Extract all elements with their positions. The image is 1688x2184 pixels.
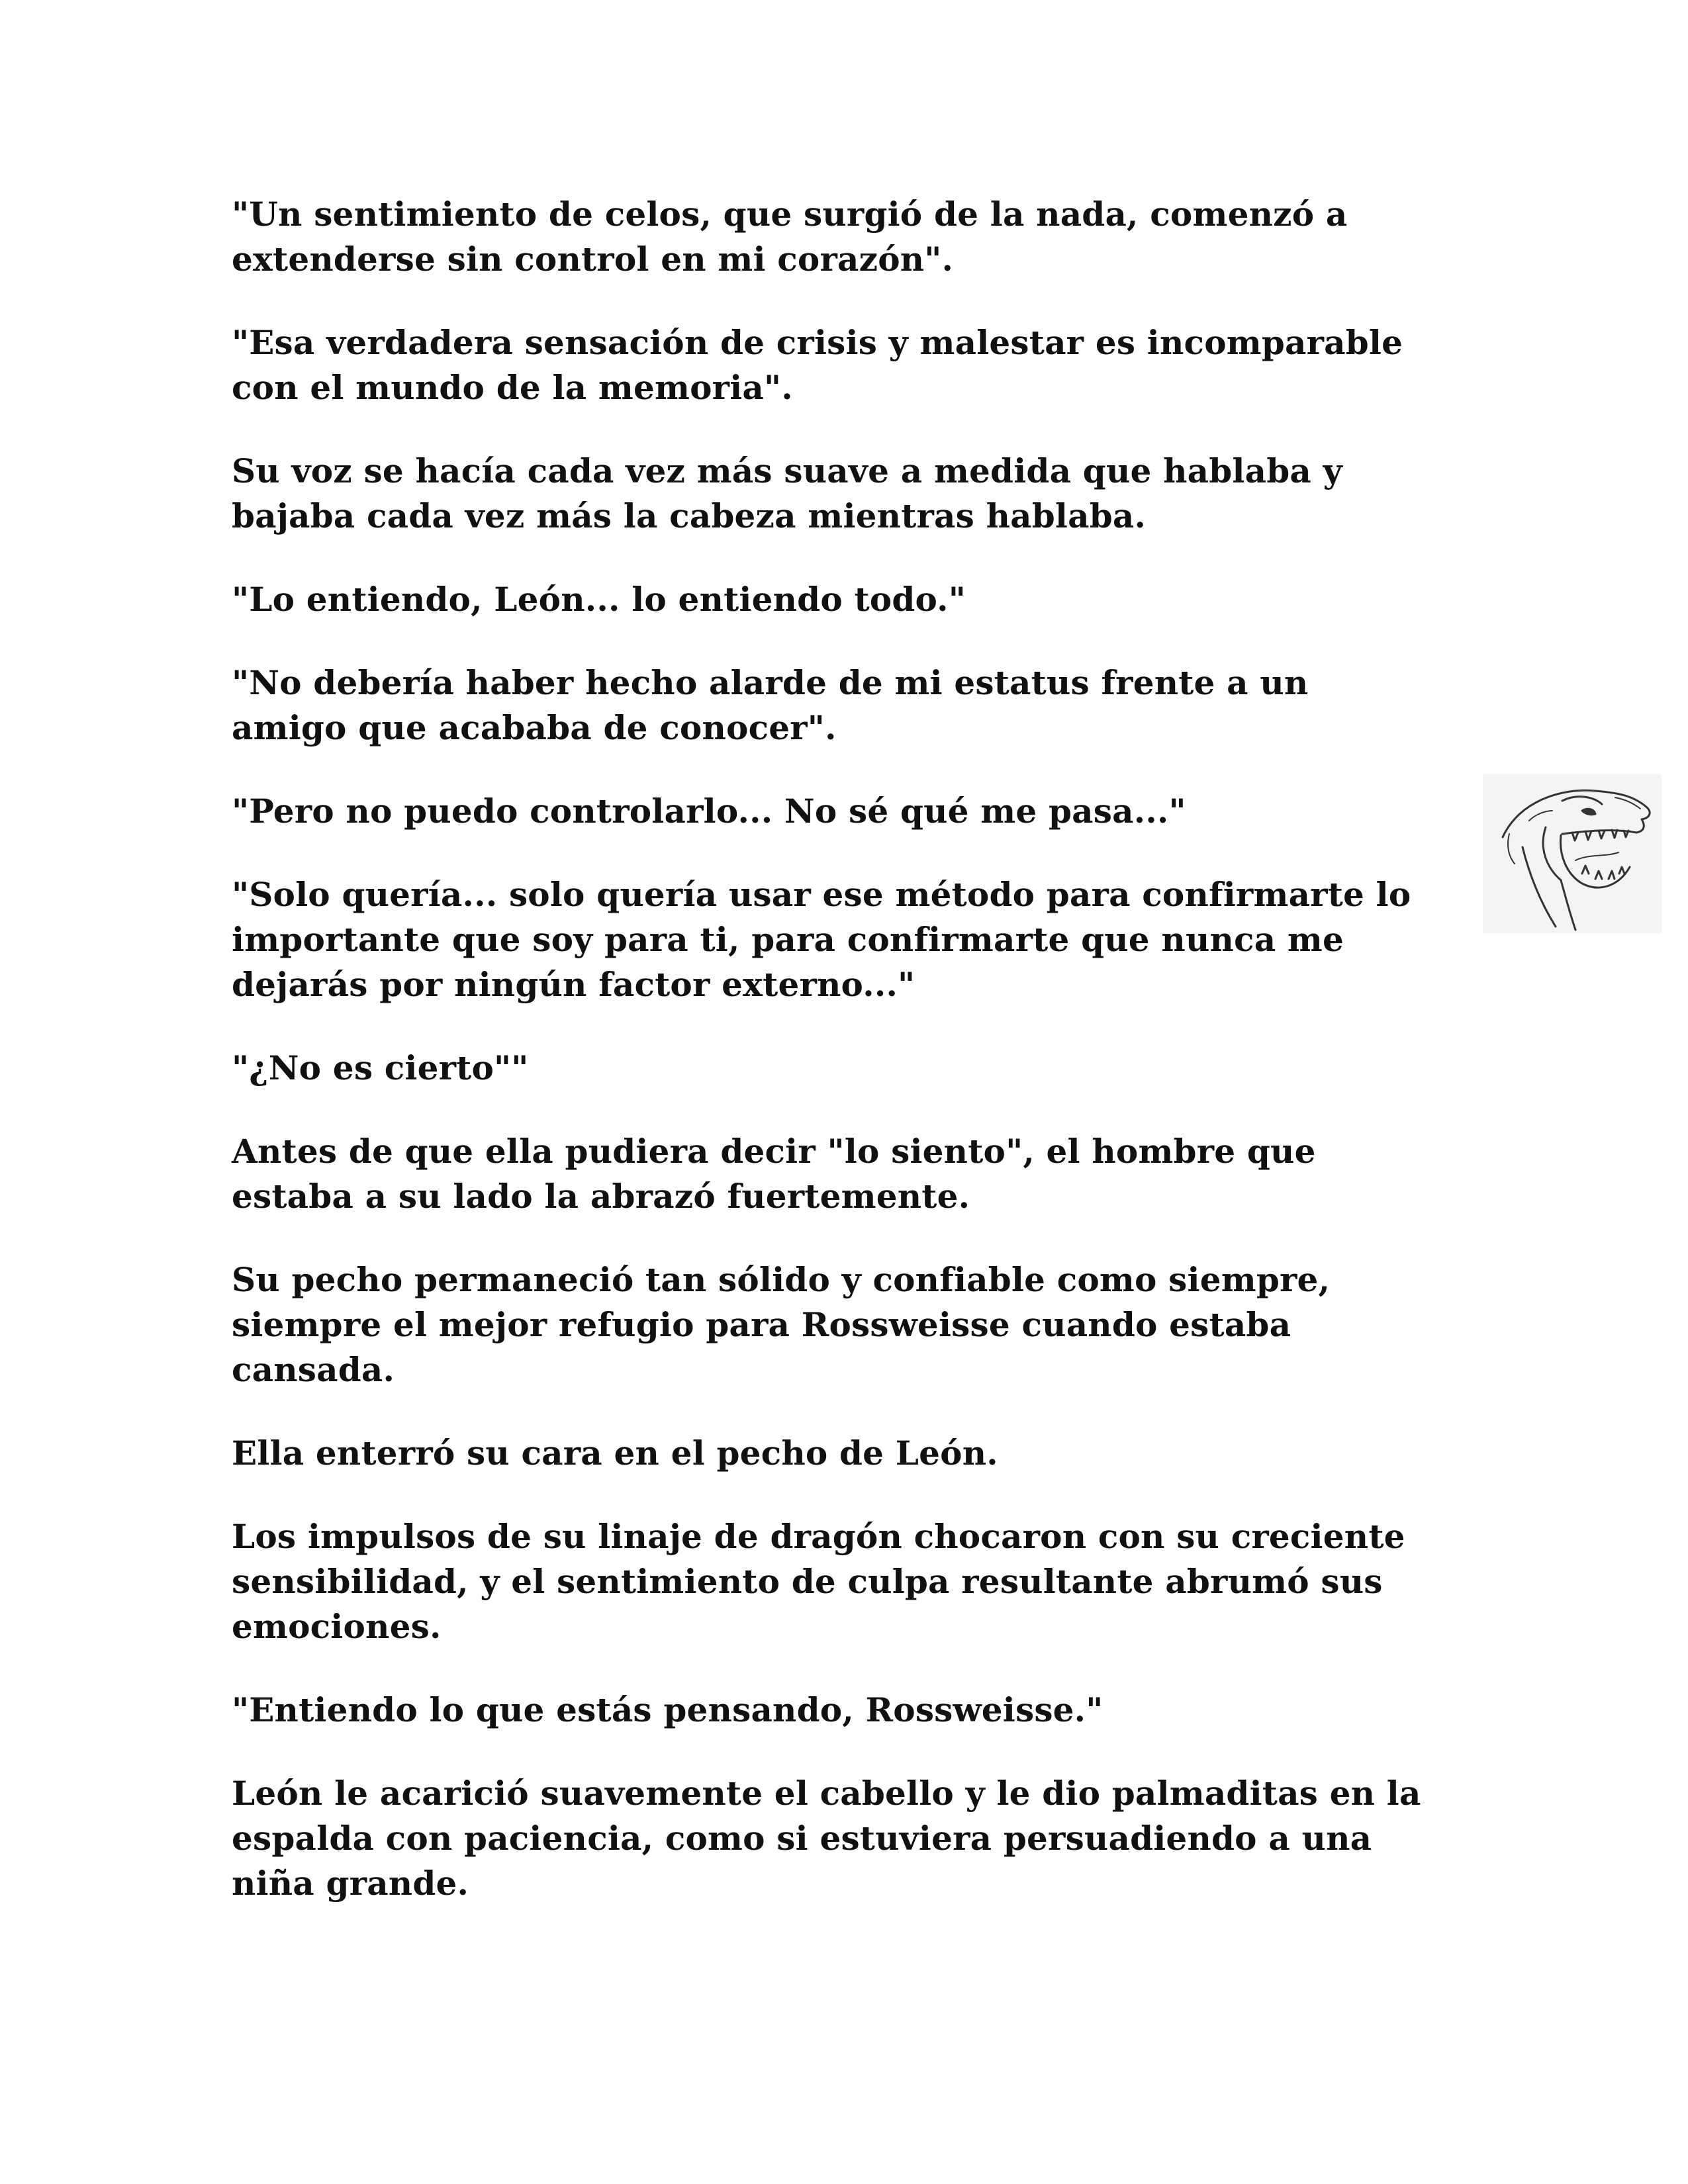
dinosaur-head-sketch-icon: [1483, 774, 1662, 933]
paragraph: Su pecho permaneció tan sólido y confiable como siempre, siempre el mejor refugio para Rossweisse cuando estaba cansada.: [232, 1260, 1331, 1389]
paragraph: "Entiendo lo que estás pensando, Rossweisse.": [232, 1690, 1103, 1729]
paragraph: "¿No es cierto"": [232, 1048, 529, 1087]
paragraph: "Solo quería... solo quería usar ese método para confirmarte lo importante que soy para ti, para confirmarte que nunca me dejarás por ningún factor externo...": [232, 875, 1411, 1004]
body-text: [232, 192, 1476, 1944]
paragraph: Su voz se hacía cada vez más suave a medida que hablaba y bajaba cada vez más la cabeza mientras hablaba.: [232, 451, 1342, 535]
paragraph: "Esa verdadera sensación de crisis y malestar es incomparable con el mundo de la memoria".: [232, 323, 1403, 407]
paragraph: "Pero no puedo controlarlo... No sé qué me pasa...": [232, 792, 1186, 831]
paragraph: Ella enterró su cara en el pecho de León.: [232, 1433, 998, 1473]
paragraph: "Un sentimiento de celos, que surgió de la nada, comenzó a extenderse sin control en mi corazón".: [232, 195, 1348, 279]
paragraph: León le acarició suavemente el cabello y le dio palmaditas en la espalda con paciencia, como si estuviera persuadiendo a una niña grande.: [232, 1774, 1421, 1903]
paragraph: Los impulsos de su linaje de dragón chocaron con su creciente sensibilidad, y el sentimiento de culpa resultante abrumó sus emociones.: [232, 1517, 1405, 1646]
paragraph: Antes de que ella pudiera decir "lo siento", el hombre que estaba a su lado la abrazó fuertemente.: [232, 1132, 1316, 1216]
paragraph: "No debería haber hecho alarde de mi estatus frente a un amigo que acababa de conocer".: [232, 663, 1309, 747]
paragraph: "Lo entiendo, León... lo entiendo todo.": [232, 580, 966, 619]
